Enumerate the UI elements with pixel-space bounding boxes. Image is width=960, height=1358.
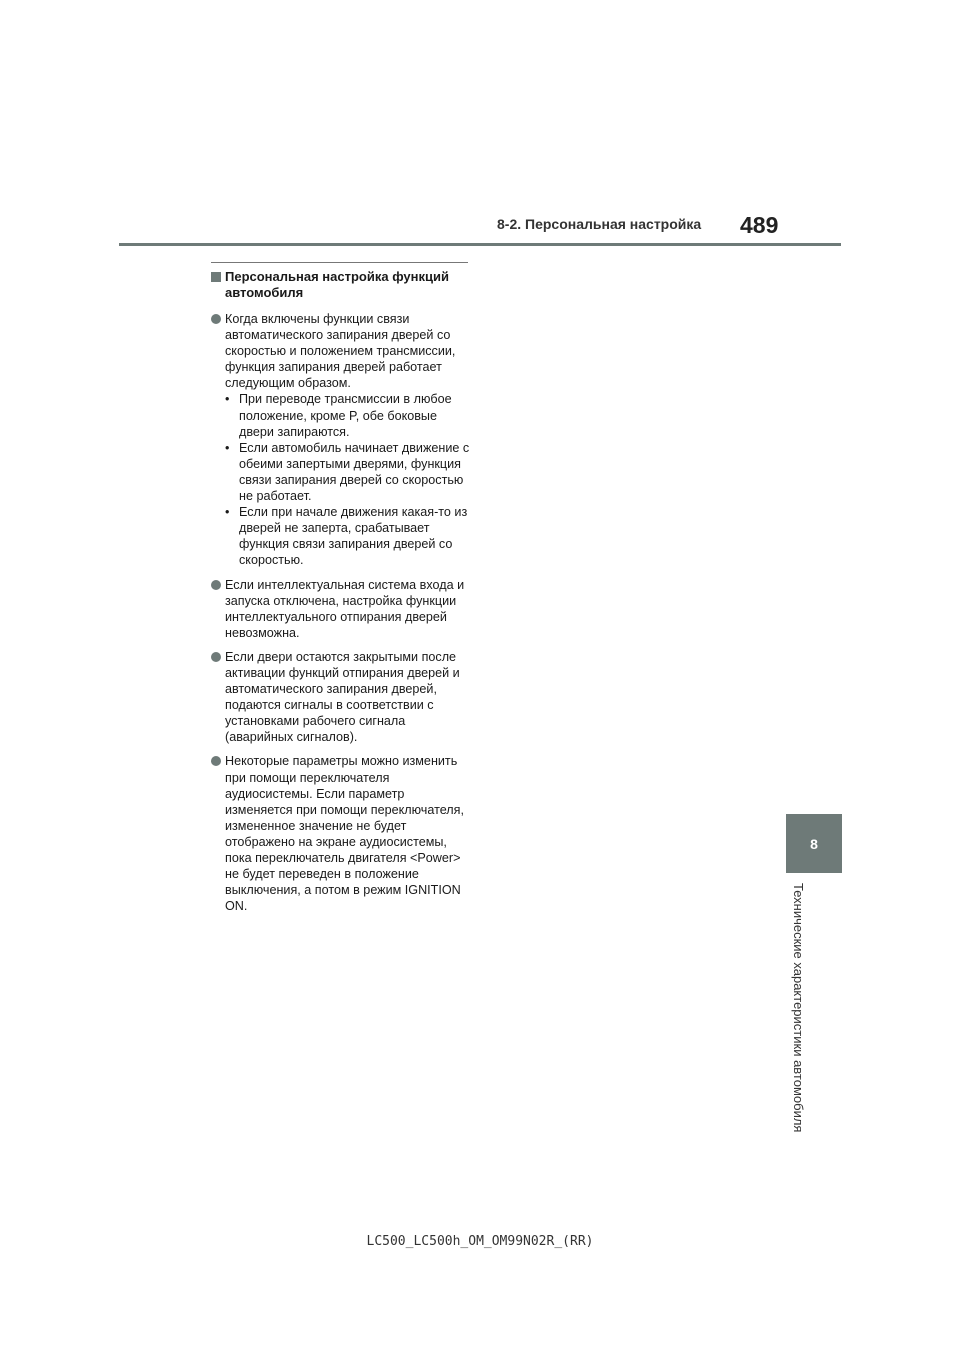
header-rule: [119, 243, 841, 246]
sub-list-item-text: Если автомобиль начинает движение с обеими запертыми дверями, функция связи запирания дверей со скоростью не работает.: [239, 440, 470, 504]
list-item-text: Если двери остаются закрытыми после активации функций отпирания дверей и автоматического запирания дверей, подаются сигналы в соответствии с установками рабочего сигнала (аварийных сигналов).: [225, 649, 460, 745]
list-item: [211, 311, 471, 569]
sub-list-item-text: Если при начале движения какая-то из дверей не заперта, срабатывает функция связи запирания дверей со скоростью.: [239, 505, 468, 568]
section-header-title: 8-2. Персональная настройка: [497, 216, 702, 232]
list-item: [211, 649, 471, 746]
list-item: [211, 753, 471, 914]
list-item-text: Некоторые параметры можно изменить при помощи переключателя аудиосистемы. Если параметр изменяется при помощи переключателя, измененное значение не будет отображено на экране аудиосистемы, пока переключатель двигателя <Power> не будет переведен в положение выключения, а потом в режим IGNITION ON.: [225, 754, 464, 914]
sub-list-item-text: При переводе трансмиссии в любое положение, кроме P, обе боковые двери запираются.: [239, 392, 452, 439]
section-heading-text: Персональная настройка функций автомобиля: [225, 269, 449, 300]
circle-bullet-icon: [211, 580, 221, 590]
sub-list-item: [225, 440, 471, 504]
dot-bullet-icon: •: [225, 392, 230, 407]
circle-bullet-icon: [211, 652, 221, 662]
footer-doc-code: LC500_LC500h_OM_OM99N02R_(RR): [366, 1234, 594, 1249]
chapter-side-label: Технические характеристики автомобиля: [791, 883, 806, 1133]
page-number: 489: [740, 212, 779, 238]
sub-list-item: [225, 391, 471, 439]
sub-list-item: [225, 504, 471, 568]
dot-bullet-icon: •: [225, 505, 230, 520]
chapter-tab[interactable]: [786, 814, 842, 873]
circle-bullet-icon: [211, 314, 221, 324]
square-bullet-icon: [211, 272, 221, 282]
section-heading: [211, 269, 471, 301]
circle-bullet-icon: [211, 756, 221, 766]
dot-bullet-icon: •: [225, 440, 230, 455]
main-content: [211, 262, 471, 922]
list-item: [211, 577, 471, 641]
section-divider: [211, 262, 468, 263]
chapter-number: 8: [810, 835, 818, 852]
list-item-text: Если интеллектуальная система входа и запуска отключена, настройка функции интеллектуального отпирания дверей невозможна.: [225, 577, 465, 640]
list-item-text: Когда включены функции связи автоматического запирания дверей со скоростью и положением трансмиссии, функция запирания дверей работает следующим образом.: [225, 312, 456, 391]
